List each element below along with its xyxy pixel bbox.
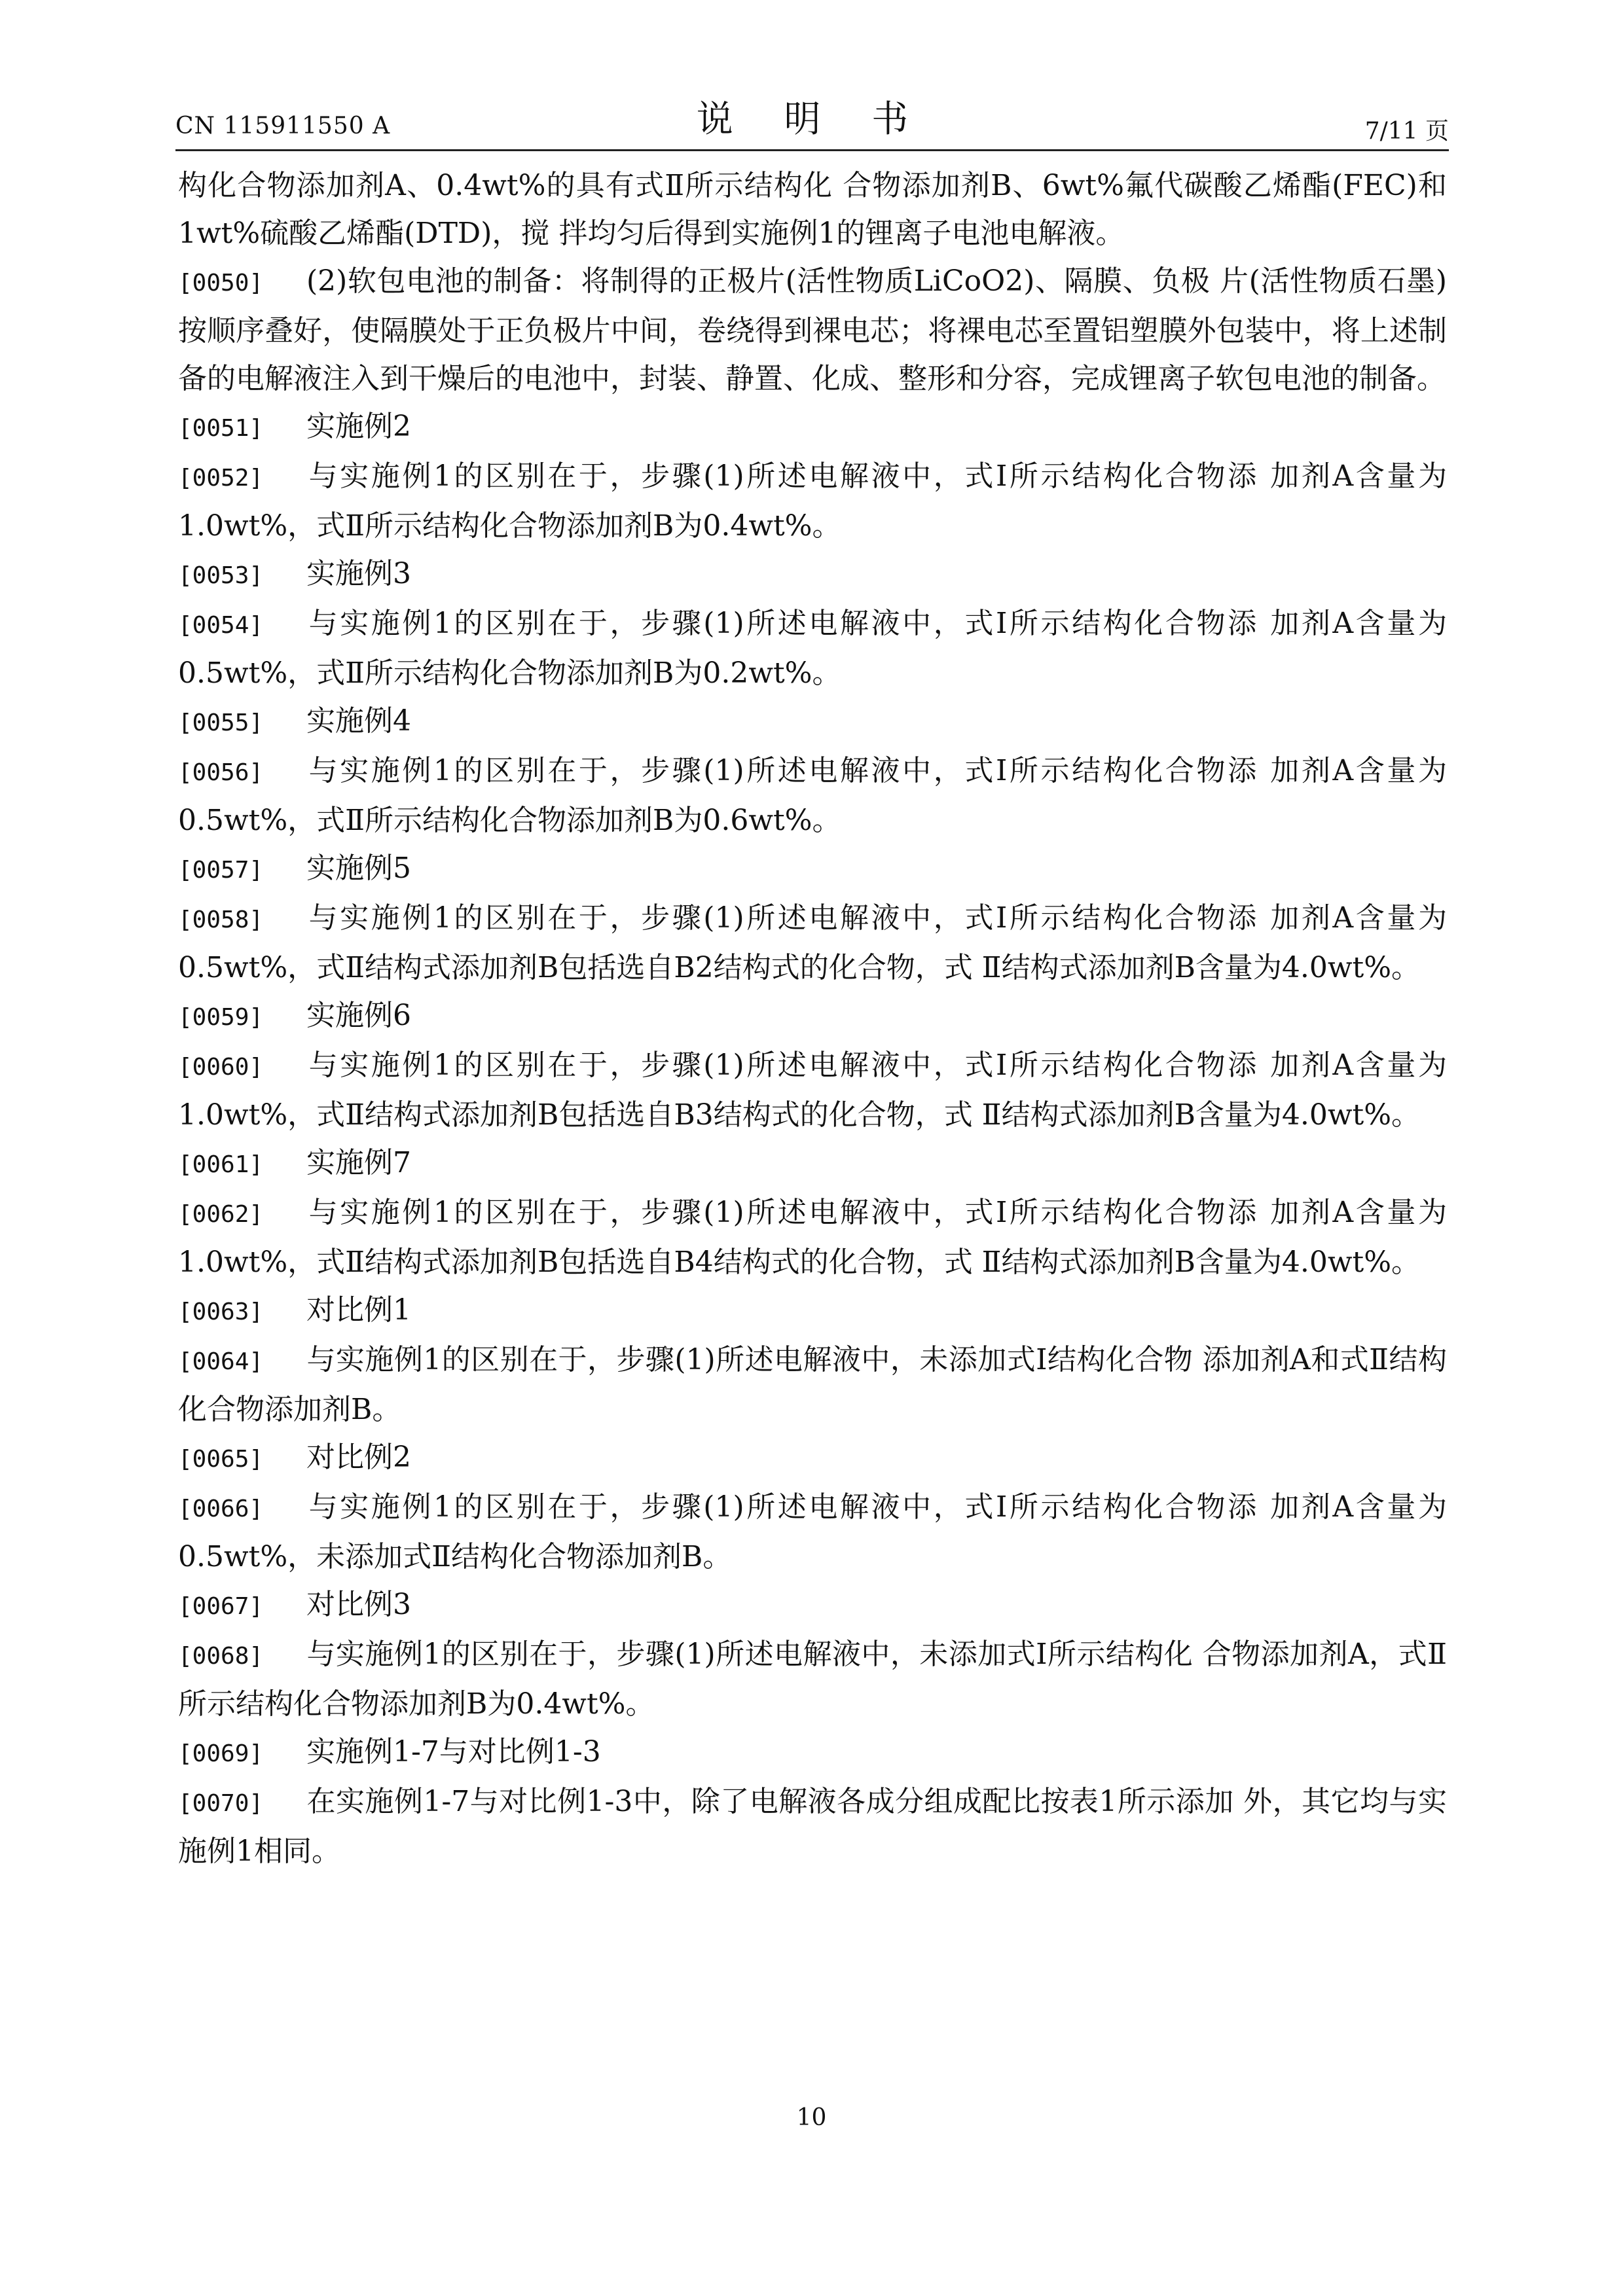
paragraph bbox=[178, 403, 1447, 452]
patent-number: CN 115911550 A bbox=[175, 113, 391, 139]
paragraph bbox=[178, 1728, 1447, 1778]
paragraph bbox=[178, 1630, 1447, 1728]
paragraph-text: 对比例3 bbox=[306, 1588, 411, 1621]
paragraph-text: 对比例1 bbox=[306, 1293, 411, 1327]
paragraph bbox=[178, 1336, 1447, 1433]
paragraph-text: 在实施例1-7与对比例1-3中，除了电解液各成分组成配比按表1所示添加 外，其它均与实施例1相同。 bbox=[178, 1785, 1447, 1868]
paragraph bbox=[178, 1189, 1447, 1286]
page-indicator: 7/11 页 bbox=[1364, 118, 1449, 145]
paragraph-number: [0053] bbox=[178, 562, 264, 589]
paragraph-text: 与实施例1的区别在于，步骤(1)所述电解液中，式I所示结构化合物添 加剂A含量为0.5wt%，式Ⅱ所示结构化合物添加剂B为0.2wt%。 bbox=[178, 607, 1447, 690]
paragraph-number: [0069] bbox=[178, 1740, 264, 1767]
paragraph-text: 与实施例1的区别在于，步骤(1)所述电解液中，式I所示结构化合物添 加剂A含量为0.5wt%，式Ⅱ所示结构化合物添加剂B为0.6wt%。 bbox=[178, 754, 1447, 837]
paragraph-text: 实施例6 bbox=[306, 999, 411, 1032]
paragraph-text: (2)软包电池的制备：将制得的正极片(活性物质LiCoO2)、隔膜、负极 片(活性物质石墨)按顺序叠好，使隔膜处于正负极片中间，卷绕得到裸电芯；将裸电芯至置铝塑膜外包装中，将上述制备的电解液注入到干燥后的电池中，封装、静置、化成、整形和分容，完成锂离子软包电池的制备。 bbox=[178, 264, 1447, 395]
paragraph bbox=[178, 452, 1447, 550]
paragraph-text: 构化合物添加剂A、0.4wt%的具有式Ⅱ所示结构化 合物添加剂B、6wt%氟代碳酸乙烯酯(FEC)和1wt%硫酸乙烯酯(DTD)，搅 拌均匀后得到实施例1的锂离子电池电解液。 bbox=[178, 169, 1447, 250]
paragraph-number: [0062] bbox=[178, 1201, 264, 1228]
paragraph bbox=[178, 747, 1447, 844]
paragraph-text: 实施例1-7与对比例1-3 bbox=[306, 1735, 601, 1768]
paragraph bbox=[178, 697, 1447, 747]
paragraph-text: 与实施例1的区别在于，步骤(1)所述电解液中，式I所示结构化合物添 加剂A含量为1.0wt%，式Ⅱ结构式添加剂B包括选自B4结构式的化合物，式 Ⅱ结构式添加剂B含量为4.0wt%。 bbox=[178, 1196, 1447, 1279]
paragraph bbox=[178, 992, 1447, 1041]
paragraph bbox=[178, 844, 1447, 894]
paragraph-number: [0066] bbox=[178, 1496, 264, 1522]
paragraph-text: 与实施例1的区别在于，步骤(1)所述电解液中，未添加式I所示结构化 合物添加剂A，式Ⅱ所示结构化合物添加剂B为0.4wt%。 bbox=[178, 1638, 1447, 1721]
paragraph-text: 与实施例1的区别在于，步骤(1)所述电解液中，式I所示结构化合物添 加剂A含量为0.5wt%，式Ⅱ结构式添加剂B包括选自B2结构式的化合物，式 Ⅱ结构式添加剂B含量为4.0wt%。 bbox=[178, 901, 1447, 984]
paragraph-number: [0059] bbox=[178, 1004, 264, 1031]
paragraph bbox=[178, 162, 1447, 257]
paragraph-number: [0051] bbox=[178, 415, 264, 442]
paragraph bbox=[178, 1139, 1447, 1189]
paragraph-number: [0063] bbox=[178, 1299, 264, 1325]
paragraph bbox=[178, 600, 1447, 697]
paragraph-text: 实施例4 bbox=[306, 704, 411, 738]
paragraph-number: [0060] bbox=[178, 1054, 264, 1081]
paragraph-number: [0057] bbox=[178, 857, 264, 884]
paragraph-text: 对比例2 bbox=[306, 1441, 411, 1474]
paragraph-text: 与实施例1的区别在于，步骤(1)所述电解液中，式I所示结构化合物添 加剂A含量为1.0wt%，式Ⅱ结构式添加剂B包括选自B3结构式的化合物，式 Ⅱ结构式添加剂B含量为4.0wt%。 bbox=[178, 1049, 1447, 1132]
paragraph-text: 实施例3 bbox=[306, 557, 411, 590]
paragraph-number: [0058] bbox=[178, 906, 264, 933]
paragraph bbox=[178, 1581, 1447, 1630]
page-number: 10 bbox=[796, 2104, 827, 2131]
paragraph-text: 与实施例1的区别在于，步骤(1)所述电解液中，式I所示结构化合物添 加剂A含量为1.0wt%，式Ⅱ所示结构化合物添加剂B为0.4wt%。 bbox=[178, 459, 1447, 543]
paragraph-text: 实施例5 bbox=[306, 852, 411, 885]
header-divider bbox=[175, 149, 1449, 151]
paragraph-number: [0050] bbox=[178, 270, 264, 296]
paragraph bbox=[178, 1483, 1447, 1581]
paragraph-text: 实施例7 bbox=[306, 1146, 411, 1179]
paragraph-number: [0067] bbox=[178, 1593, 264, 1620]
page-header bbox=[175, 89, 1449, 161]
document-title: 说 明 书 bbox=[696, 98, 928, 141]
paragraph-number: [0061] bbox=[178, 1151, 264, 1178]
paragraph bbox=[178, 257, 1447, 403]
paragraph-number: [0065] bbox=[178, 1446, 264, 1473]
paragraph-number: [0055] bbox=[178, 709, 264, 736]
paragraph-number: [0056] bbox=[178, 759, 264, 786]
paragraph-text: 与实施例1的区别在于，步骤(1)所述电解液中，未添加式I结构化合物 添加剂A和式Ⅱ结构化合物添加剂B。 bbox=[178, 1343, 1447, 1426]
paragraph bbox=[178, 1286, 1447, 1336]
paragraph bbox=[178, 550, 1447, 600]
paragraph-number: [0054] bbox=[178, 612, 264, 639]
body-text bbox=[178, 162, 1447, 1875]
paragraph-number: [0064] bbox=[178, 1348, 264, 1375]
paragraph bbox=[178, 1041, 1447, 1139]
paragraph-number: [0068] bbox=[178, 1643, 264, 1670]
paragraph bbox=[178, 1433, 1447, 1483]
paragraph-text: 实施例2 bbox=[306, 410, 411, 443]
paragraph-number: [0070] bbox=[178, 1790, 264, 1817]
paragraph-text: 与实施例1的区别在于，步骤(1)所述电解液中，式I所示结构化合物添 加剂A含量为0.5wt%，未添加式Ⅱ结构化合物添加剂B。 bbox=[178, 1490, 1447, 1573]
paragraph bbox=[178, 1778, 1447, 1875]
paragraph-number: [0052] bbox=[178, 465, 264, 492]
paragraph bbox=[178, 894, 1447, 992]
